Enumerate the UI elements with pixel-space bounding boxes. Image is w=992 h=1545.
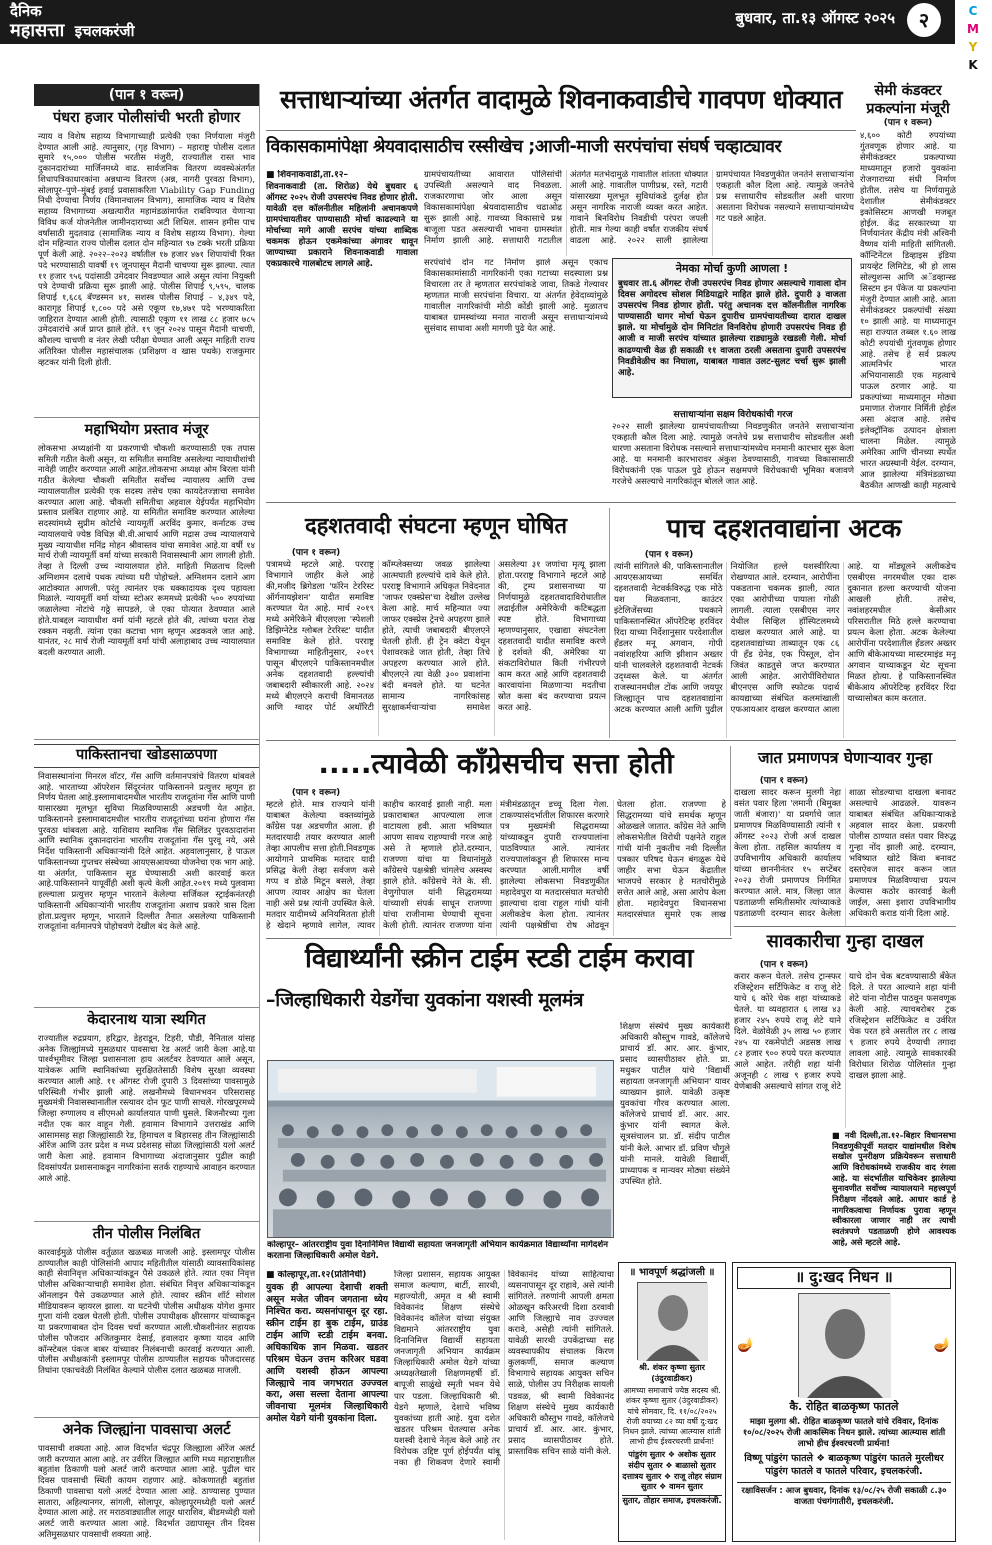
story7-body: जिल्हा प्रशासन, सहायक आयुक्त समाज कल्याण, बार्टी, सारथी, महाज्योती, अमृत व श्री स्वामी विवेकानंद शिक्षण संस्थेचे विवेकानंद कॉलेज यांच्या संयुक्त विद्यमाने आंतरराष्ट्रीय युवा दिनानिमित्त विद्यार्थी सहायता जनजागृती अभियान कार्यक्रम जिल्हाधिकारी अमोल येडगे यांच्या अध्यक्षतेखाली शिक्षणमहर्षी डॉ. बापूजी साळुंखे स्मृती भवन येथे पार पडला. जिल्हाधिकारी श्री. येडगे म्हणाले, देशाचे भविष्य युवकांच्या हाती आहे. युवा दशेत खडतर परिश्रम घेतल्यास अनेक यशस्वी देशाचे नेतृत्व केले आहे तर विरोधक उद्दिष्ट पूर्ण होईपर्यंत थांबू नका ही शिकवण देणारे स्वामी विवेकानंद यांच्या साहित्याचा व्यसनापासून दूर राहावे, असे त्यांनी सांगितले. तरुणांनी आपली क्षमता ओळखून करिअरची दिशा ठरवावी आणि जिल्ह्याचे नाव उज्ज्वल करावे, असेही त्यांनी सांगितले. यावेळी सारथी उपकेंद्राच्या सह व्यवस्थापकीय संचालक किरण कुलकर्णी, समाज कल्याण विभागाचे सहायक आयुक्त सचिन साळे, पोलीस उप निरीक्षक सायली पडवळ, श्री स्वामी विवेकानंद शिक्षण संस्थेचे मुख्य कार्यकारी अधिकारी कौस्तुभ गावडे, कॉलेजचे प्राचार्य डॉ. आर. आर. कुंभार, प्रसाद व्यासपीठावर होते. प्रास्ताविक सचिन साळे यांनी केले. [394,1270,614,1468]
story4-headline: .....त्यावेळी काँग्रेसचीच सत्ता होती [318,747,674,780]
story6-pan: (पान १ वरून) [759,960,809,970]
masthead [0,0,955,44]
story6-body: करार करून घेतले. तसेच ट्रान्स्फर रजिस्ट्रेशन सर्टिफिकेट व राजू शेटे याचे ६ कोरे चेक शहा यांच्याकडे घेतले. या व्यवहारात ६ लाख ४३ हजार २४५ रुपये राजू शेटे याने दिले. वेळोवेळी ३५ लाख ५० हजार २४५ या रकमेपोटी अडसष्ठ लाख ८२ हजार ९०० रुपये परत करण्यात आले आहेत. तरीही शहा यांनी अजूनही ८ लाख ९ हजार रुपये येणेबाकी असल्याचे सांगत राजू शेटे याचे दोन चेक बटवण्यासाठी बँकेत दिले. ते परत आल्याने शहा यांनी शेटे यांना नोटीस पाठवून फसवणूक केली आहे. त्याचबरोबर ट्रक रजिस्ट्रेशन सर्टिफिकेट व उर्वरित चेक परत हवे असतील तर ८ लाख ९ हजार रुपये देण्याची तगादा लावला आहे. त्यामुळे सावकारकी विरोधात शिरोळ पोलिसांत गुन्हा दाखल झाला आहे. [734,971,956,1093]
story1-body-end [612,400,854,410]
cmyk-marks [958,2,988,92]
article-heading: महाभियोग प्रस्ताव मंजूर [84,422,209,439]
portrait-photo [798,1293,890,1397]
story3-pan: (पान १ वरून) [644,550,694,560]
ad-tribute-title: ॥ भावपूर्ण श्रद्धांजली ॥ [629,1267,715,1278]
story3-headline: पाच दहशतवाद्यांना अटक [666,514,902,544]
story1-col1 [266,170,418,500]
article-impeachment [34,418,259,740]
ad-obituary-name: कै. रोहित बाळकृष्ण फातले [789,1399,899,1413]
story3-body: त्यांनी सांगितले की, पाकिस्तानातील आयएसआयच्या समर्थित दहशतवादी नेटवर्कविरुद्ध एक मोठे यश मिळवताना, काउंटर इंटेलिजेंसच्या पथकाने पाकिस्तानस्थित ऑपरेटिव्ह हरविंदर रिंदा याच्या निर्देशानुसार परदेशातील हँडलर मनू अगवान, गोपी नवांशहरिया आणि झीशान अख्तर यांनी चालवलेले दहशतवादी नेटवर्क उद्ध्वस्त केले. या अंतर्गत राजस्थानमधील टोंक आणि जयपूर जिल्ह्यातून पाच दहशतवाद्यांना अटक करण्यात आली आणि पुढील नियोजित हल्ले यशस्वीरित्या रोखण्यात आले. दरम्यान, आरोपींना पकडताना चकमक झाली, त्यात एका आरोपीच्या पायाला गोळी लागली. त्याला एसबीएस नगर येथील सिव्हिल हॉस्पिटलमध्ये दाखल करण्यात आले आहे. या दहशतवाद्यांच्या ताब्यातून एक ८६ पी हँड ग्रेनेड, एक पिस्तूल, दोन जिवंत काडतुसे जप्त करण्यात आली आहेत. आरोपींविरोधात बीएनएस आणि स्फोटक पदार्थ कायद्याच्या संबंधित कलमांखाली एफआयआर दाखल करण्यात आला आहे. या मॉड्यूलने अलीकडेच एसबीएस नगरमधील एका दारू दुकानात हल्ला करण्याची योजना आखली होती. तसेच, नवांशहरमधील केसीआर परिसरातील मिठे हल्ले करण्याचा प्रयत्न केला होता. अटक केलेल्या आरोपींना परदेशातील हँडलर अख्तर आणि बीकेआयच्या मास्टरमाइंड मनू अगवान याच्याकडून थेट सूचना मिळत होत्या. हे पाकिस्तानस्थित बीकेआय ऑपरेटिव्ह हरविंदर रिंदा याच्यासोबत काम करतात. [614,561,956,716]
ad-tribute-name: श्री. शंकर कृष्णा सुतार (उंदुरवाडीकर) [639,1363,705,1383]
story2-headline: दहशतवादी संघटना म्हणून घोषित [304,514,568,539]
photo-caption: कोल्हापूर– आंतरराष्ट्रीय युवा दिनानिमित्त विद्यार्थी सहायता जनजागृती अभियान कार्यक्रमात विद्यार्थ्यांना मार्गदर्शन करताना जिल्हाधिकारी अमोल येडगे. [267,1240,608,1262]
story2-pan: (पान १ वरून) [291,548,341,558]
article-body: राज्यातील रुद्रप्रयाग, हरिद्वार, डेहराडून, टिहरी, पौडी, नैनिताल यांसह अनेक जिल्ह्यांमध्ये मुसळधार पावसाचा रेड अलर्ट जारी केला आहे.या पार्श्वभूमीवर जिल्हा प्रशासनाला हाय अलर्टवर ठेवण्यात आले असून, यात्रेकरू आणि स्थानिकांच्या सुरक्षिततेसाठी विशेष सुरक्षा व्यवस्था करण्यात आली आहे. ११ ऑगस्ट रोजी दुपारी 3 दिवसांच्या पावसामुळे परिस्थिती गंभीर झाली आहे. लखनौमध्ये विधानभवन परिसरासह मुख्यमंत्री निवासस्थानातील रस्त्यावर दोन फूट पाणी साचले. गोरखपूरमध्ये जिल्हा रुग्णालय व सीएमओ कार्यालयात पाणी घुसले. बिजनौरच्या गुला नदीत एक कार वाहून गेली. हवामान विभागाने उत्तराखंड आणि आसामसह सहा जिल्ह्यांसाठी रेड, हिमाचल व बिहारसह तीन जिल्ह्यांसाठी ऑरेंज आणि उतर प्रदेश व मध्य प्रदेशसह सोळा जिल्ह्यांसाठी यलो अलर्ट जारी केला आहे. हवामान विभागाच्या अंदाजानुसार पुढील काही दिवसांपर्यंत प्रशासनाकडून नागरिकांना सतर्क राहण्याचे आवाहन करण्यात आले आहे. [38,1032,255,1183]
story1-body-bottom: २०२२ साली झालेल्या ग्रामपंचायतीच्या निवडणुकीत जनतेने सत्ताधाऱ्यांना एकहाती कौल दिला आहे. त्यामुळे जनतेचे प्रश्न सत्ताधारीच सोडवतील अशी धारणा असताना विरोधक नसल्याने सत्ताधाऱ्यांमध्येच मनमानी कारभार सुरू केला आहे. या मनमानी कारभारावर अंकुश ठेवण्यासाठी, गावच्या विकासासाठी विरोधकांनी एक पाऊल पुढे होऊन सक्षमपणे विरोधकाची भूमिका बजावणे गरजेचे असल्याचे नागरिकांतून बोलले जात आहे. [612,421,854,488]
story1-subheadline: विकासकामांपेक्षा श्रेयवादासाठीच रस्सीखेच ;आजी-माजी सरपंचांचा संघर्ष चव्हाट्यावर [266,137,782,157]
paper-name: दैनिक महासत्ता इचलकरंजी [10,2,135,41]
article-kedarnath [34,1008,259,1222]
left-column [34,84,260,1542]
story7-dateline: ■ कोल्हापूर,ता.१२(प्रतिनिधी) [266,1270,367,1280]
story1-headline: सत्ताधाऱ्यांच्या अंतर्गत वादामुळे शिवनाकवाडीचे गावपण धोक्यात [280,85,842,115]
ad-obituary-text: माझा मुलगा श्री. रोहित बाळकृष्ण फातले यांचे रविवार, दिनांक १०/०८/२०२५ रोजी आकस्मिक निधन झाले. त्यांच्या आत्म्यास शांती लाभो हीच ईश्वरचरणी प्रार्थना! [742,1416,946,1449]
article-heading: सेमी कंडक्टर प्रकल्पांना मंजूरी [866,83,950,118]
story4-body-wrap [266,788,726,936]
issue-date: बुधवार, ता.१३ ऑगस्ट २०२५ [735,9,895,27]
ad-tribute-family: पांडुरंग सुतार ❖ अशोक सुतार संदीप सुतार ❖ बाळासो सुतार दत्तात्रय सुतार ❖ राजू तोहर संग्राम सुतार ❖ वामन सुतार [622,1450,722,1492]
story6-body-wrap [734,960,956,1128]
story1-col-right [612,400,854,500]
continued-label: (पान १ वरून) [883,118,933,129]
story5-body-wrap [734,776,956,926]
lamp-icon: 🪔 [933,1336,951,1353]
article-body: पावसाची शक्यता आहे. आज विदर्भात चंद्रपूर जिल्ह्याला ऑरेंज अलर्ट जारी करण्यात आला आहे. तर उर्वरित जिल्ह्यात आणि मध्य महाराष्ट्रातील बहुतांश ठिकाणी यलो अलर्ट जारी करण्यात आला आहे. पुढील चार दिवस पावसाची स्थिती कायम राहणार आहे. कोकणातही बहुतांश ठिकाणी पावसाचा यलो अलर्ट देण्यात आला आहे. ठाण्यासह पुण्यात सातारा, अहिल्यानगर, सांगली, सोलापूर, कोल्हापूरमध्येही यलो अलर्ट देण्यात आला आहे. तर मराठवाड्यातील लातूर धाराशिव, बीडमध्येही यलो अलर्ट जारी करण्यात आला आहे. विदर्भात उद्यापासून तीन दिवस अतिमुसळधार पावसाची शक्यता आहे. [38,1442,255,1539]
ad-tribute-text: आमच्या समाजाचे ज्येष्ठ सदस्य श्री. शंकर कृष्णा सुतार (उंदुरवाडीकर) यांचे सोमवार, दि. ११/०८/२०२५ रोजी वयाच्या ८२ व्या वर्षी दु:खद निधन झाले. त्यांच्या आत्म्यास शांती लाभो हीच ईश्वरचरणी प्रार्थना! [623,1386,721,1446]
story4-pan: (पान १ वरून) [291,788,341,798]
ad-obituary-title: ॥ दु:खद निधन ॥ [737,1267,951,1289]
article-heading: पाकिस्तानचा खोडसाळपणा [34,744,259,767]
story6-headline: सावकारीचा गुन्हा दाखल [766,931,924,952]
lamp-icon: 🪔 [737,1336,755,1353]
story2-body-wrap [266,548,606,736]
event-photo [267,1060,614,1238]
article-heading: तीन पोलीस निलंबित [92,1226,201,1243]
article-heading: अनेक जिल्ह्यांना पावसाचा अलर्ट [62,1422,231,1439]
story1-body-mid: सरपंचांचे दोन गट निर्माण झाले असून एकाच विकासकामांसाठी नागरिकांनी एका गटाच्या सदस्याला प्रश्न विचारला तर ते म्हणतात सरपंचांकडे जावा, तिकडे गेल्यावर म्हणतात माजी सरपंचांना विचारा. या अंतर्गत हेवेदाव्यांमुळे गावातील नागरिकांची मोठी कोंडी झाली आहे. मुळातच याबाबत ग्रामस्थांच्या मनात नाराजी असून सत्ताधाऱ्यांमध्ये सुसंवाद साधावा अशी मागणी पुढे येत आहे. [424,258,608,335]
story2-body: पत्रामध्ये म्हटले आहे. परराष्ट्र विभागाने जाहीर केले आहे की,मजीद ब्रिगेडला 'फॉरेन टेररिस्ट ऑर्गनायझेशन' यादीत समाविष्ट करण्यात येत आहे. मार्च २०१९ मध्ये अमेरिकेने बीएलएला 'स्पेशली डिझिग्नेटेड ग्लोबल टेररिस्ट' यादीत समाविष्ट केले होते. परराष्ट्र विभागाच्या माहितीनुसार, २०१९ पासून बीएलएने पाकिस्तानमधील अनेक दहशतवादी हल्ल्यांची जबाबदारी स्वीकारली आहे. २०२४ मध्ये बीएलएने कराची विमानतळ आणि ग्वादर पोर्ट अथॉरिटी कॉम्प्लेक्सच्या जवळ झालेल्या आत्मघाती हल्ल्यांचे दावे केले होते. परराष्ट्र विभागाने अधिकृत निवेदनात 'जाफर एक्स्प्रेस'चा देखील उल्लेख केला आहे. मार्च महिन्यात ज्या जाफर एक्स्प्रेस ट्रेनचे अपहरण झाले होते, त्याची जबाबदारी बीएलएने घेतली होती. ही ट्रेन क्वेटा येथून पेशावरकडे जात होती, तेव्हा तिचे अपहरण करण्यात आले होते. बीएलएने त्या वेळी ३०० प्रवाशांना बंदी बनवले होते. या घटनेत सामान्य नागरिकांसह सुरक्षाकर्मचाऱ्यांचा समावेश असलेल्या ३१ जणांचा मृत्यू झाला होता.परराष्ट्र विभागाने म्हटले आहे की, ट्रम्प प्रशासनाच्या या निर्णयामुळे दहशतवादाविरोधातील लढाईतील अमेरिकेची कटिबद्धता स्पष्ट होते. विभागाच्या म्हणण्यानुसार, एखाद्या संघटनेला दहशतवादी यादीत समाविष्ट करणे हे दर्शवते की, अमेरिका या संकटाविरोधात किती गंभीरपणे काम करत आहे आणि दहशतवादी कारवायांना मिळणाऱ्या मदतीचा स्रोत कसा बंद करण्याचा प्रयत्न करत आहे. [266,559,606,714]
article-semiconductor [860,82,956,490]
cmyk-y: Y [968,40,978,54]
story5-body: दाखला सादर करून मुलगी नेहा वसंत पवार हिला 'लमानी (बिमुक्त जाती बंजारा)' या प्रवर्गाचे जात प्रमाणपत्र मिळविण्यासाठी त्यांनी १ ऑगस्ट २०२३ रोजी अर्ज दाखल केला होता. तहसिल कार्यालय व उपविभागीय अधिकारी कार्यालय यांच्या छाननीनंतर १५ सप्टेंबर २०२३ रोजी प्रमाणपत्र निर्गमित करण्यात आले. मात्र, जिल्हा जात पडताळणी समितीसमोर त्यांच्याकडे पडताळणी दरम्यान सादर केलेला शाळा सोडल्याचा दाखला बनावट असल्याचे आढळले. यावरून याबाबत संबंधित अधिकाऱ्याकडे अहवाल सादर केला. प्रकरणी पोलीस ठाण्यात वसंत पवार विरुद्ध गुन्हा नोंद झाली आहे. दरम्यान, भविष्यात खोटे किंवा बनावट दस्तऐवज सादर करून जात प्रमाणपत्र मिळविण्याचा प्रयत्न केल्यास कठोर कारवाई केली जाईल, असा इशारा उपविभागीय अधिकारी कराड यांनी दिला आहे. [734,787,956,920]
story7-col1 [266,1270,388,1540]
article-body: कारवाईमुळे पोलीस वर्तुळात खळबळ माजली आहे. इस्लामपूर पोलीस ठाण्यातील काही पोलिसांनी आपाद महितीतील यांसाठी व्यावसायिकांसह काही सेवानिवृत्त अधिकाऱ्यांकडून पैसे उकळले होते. त्यात एका निवृत्त पोलीस अधिकाऱ्याचाही समावेश होता. संबंधित निवृत्त अधिकाऱ्यांकडून ऑनलाइन पैसे उकळण्यात आले होते. त्यावर स्क्रीन शॉर्ट सोशल मीडियावरून व्हायरल झाला. या घटनेची पोलीस अधीक्षक योगेश कुमार गुप्ता यांनी दखल घेतली होती. पोलीस उपाधीक्षक क्षीरसागर यांच्याकडून या प्रकरणाबाबत दोन दिवस चर्चा करण्यात आली.चौकशीनंतर सहायक पोलीस फौजदार अजितकुमार देसाई, हवालदार कृष्णा यादव आणि कॉन्स्टेबल पंकज बाबर यांच्यावर निलंबनाची कारवाई करण्यात आली. पोलीस अधीक्षकांनी इस्लामपूर पोलीस ठाण्यातील सहायक फौजदारसह तिघांना एकाचवेळी निलंबित केल्याने पोलीस दलात खळबळ माजली. [38,1246,255,1376]
portrait-photo [637,1282,707,1360]
story5-pan: (पान १ वरून) [759,776,809,786]
article-body: ४,६०० कोटी रुपयांच्या गुंतवणूक होणार आहे. या सेमीकंडक्टर प्रकल्पाच्या माध्यमातून हजारो युवकांना रोजगाराच्या संधी निर्माण होतील. तसेच या निर्णयामुळे देशातील सेमीकंडक्टर इकोसिस्टम आणखी मजबूत होईल. केंद्र सरकारच्या या निर्णयानंतर केंद्रीय मंत्री अश्विनी वैष्णव यांनी माहिती सांगितली. कॉन्टिनेंटल डिव्हाइस इंडिया प्रायव्हेट लिमिटेड, श्री हो लास सोल्युशन्स आणि अॅडव्हान्स्ड सिस्टम इन पॅकेज या प्रकल्पांना मंजुरी देण्यात आली आहे. आता सेमीकंडक्टर प्रकल्पांची संख्या १० झाली आहे. या माध्यमातून सहा राज्यात तब्बल १.६० लाख कोटी रुपयांची गुंतवणूक होणार आहे. तसेच हे सर्व प्रकल्प आत्मनिर्भर भारत अभियानासाठी एक महत्वाचे पाऊल ठरणार आहे. या प्रकल्पांच्या माध्यमातून मोठ्या प्रमाणात रोजगार निर्मिती होईल असा अंदाज आहे. तसेच इलेक्ट्रॉनिक उत्पादन क्षेत्राला चालना मिळेल. त्यामुळे अमेरिका आणि चीनच्या स्पर्धेत भारत अग्रस्थानी येईल. दरम्यान, आज झालेल्या मंत्रिमंडळाच्या बैठकीत आणखी काही महत्वाचे [860,130,956,490]
story1-lead: शिवनाकवाडी (ता. शिरोळ) येथे बुधवार ६ ऑगस्ट २०२५ रोजी उपसरपंच निवड होणार होती. यावेळी दत्त कॉलनीतील महिलांनी अचानकपणे ग्रामपंचायतीवर पाण्यासाठी मोर्चा काढल्याने या मोर्चाच्या मागे आजी सरपंच यांच्या शाब्दिक चकमक होऊन एकमेकांच्या अंगावर धावून जाण्याच्या प्रकाराने शिवनाकवाडी गावाला एकप्रकारचे गालबोटच लागले आहे. [266,181,418,270]
portrait-icon [638,1283,708,1361]
article-rain-alert [34,1418,259,1542]
cmyk-k: K [968,58,978,72]
cmyk-c: C [968,4,978,18]
ad-obituary [732,1262,956,1542]
box-body: बुधवार ता.६ ऑगस्ट रोजी उपसरपंच निवड होणार असल्याचे गावाला दोन दिवस अगोदरच सोशल मिडियाद्वारे माहित झाले होते. दुपारी ३ वाजता उपसरपंच निवड होणार होती. परंतु अचानक दत्त कॉलनीतील नागरिक पाण्यासाठी घागर मोर्चा घेऊन दुपारीच ग्रामपंचायतीच्या दारात दाखल झाले. या मोर्चामुळे दोन मिनिटांत विनविरोध होणारी उपसरपंच निवड ही आजी व माजी सरपंच यांच्यात झालेल्या राड्यामुळे रखडली गेली. मोर्चा काढण्याची वेळ ही सकाळी ११ वाजता ठरली असताना दुपारी उपसरपंच निवडीवेळीच का निघाला, याबाबत गावात उलट-सुलट चर्चा सुरू झाली आहे. [618,278,846,378]
story1-subheading: सत्ताधाऱ्यांना सक्षम विरोधकांची गरज [673,410,793,420]
portrait-icon [799,1294,891,1398]
story3-body-wrap [614,550,956,738]
story4-body: म्हटले होते. मात्र राज्याने यांनी याबाबत केलेल्या वक्तव्यांमुळे काँग्रेस पक्ष अडचणीत आला. ही मतदारयादी तयार करण्यात आली तेव्हा आपलीच सत्ता होती.निवडणूक आयोगाने प्राथमिक मतदार यादी प्रसिद्ध केली तेव्हा सर्वजण कसे गप्प व डोळे मिटून बसले, तेव्हा आपण त्यावर आक्षेप का घेतला नाही असे प्रश्न त्यांनी उपस्थित केले. मतदार यादीमध्ये अनियमितता होती हे खेदाने म्हणावे लागेल, त्यावर काहीच कारवाई झाली नाही. मला प्रकाराबाबत आपल्याला लाज वाटायला हवी. आता भविष्यात आपण सावध राहण्याची गरज आहे असे ते म्हणाले होते.दरम्यान, राजण्णा यांचा या विधानांमुळे काँग्रेसचे पक्षश्रेष्ठी चांगलेच अस्वस्थ झाले होते. काँग्रेसचे नेते के. सी. वेणुगोपाल यांनी सिद्धरामय्या यांच्याशी संपर्क साधून राजण्णा यांचा राजीनामा घेण्याची सूचना केली होती. त्यानंतर राजण्णा यांना मंत्रीमंडळातून डच्चू दिला गेला. टाकण्यासंदर्भातील शिफारस करणारे पत्र मुख्यमंत्री सिद्धरामय्या यांच्याकडून दुपारी राज्यपालांना पाठविण्यात आले. त्यानंतर राज्यपालांकडून ही शिफारस मान्य करण्यात आली.मागील वर्षी झालेल्या लोकसभा निवडणुकीत महादेवपुरा या मतदारसंघात मतचोरी झाल्याचा दावा राहुल गांधी यांनी अलीकडेच केला होता. त्यानंतर त्यांनी पक्षश्रेष्ठींचा रोष ओढवून घेतला होता. राजण्णा हे सिद्धरामय्या यांचे समर्थक म्हणून ओळखले जातात. काँग्रेस नेते आणि लोकसभेतील विरोधी पक्षनेते राहुल गांधी यांनी नुकतीच नवी दिल्लीत पत्रकार परिषद घेऊन बंगळूरू येथे जाहीर सभा घेऊन केंद्रातील भाजपचे सरकार हे मतचोरीमुळे सत्तेत आले आहे, असा आरोप केला होता. महादेवपुरा विधानसभा मतदारसंघात सुमारे एक लाख [266,799,726,932]
continued-label: (पान १ वरून) [34,84,259,106]
story7-lead: युवक ही आपल्या देशाची शक्ती असून मजेत जीवन जगताना ध्येय निश्चित करा. व्यसनांपासून दूर रहा. स्क्रीन टाईम हा बुक टाईम, ग्राउंड टाईम आणि स्टडी टाईम बनवा. अधिकाधिक ज्ञान मिळवा. खडतर परिश्रम घेऊन उत्तम करिअर घडवा आणि यशस्वी होऊन आपल्या जिल्ह्याचे नाव जगभरात उज्ज्वल करा, असा सल्ला देताना आपल्या जीवनाचा मूलमंत्र जिल्हाधिकारी अमोल येडगे यांनी युवकांना दिला. [266,1281,388,1425]
ad-obituary-footer: रक्षाविसर्जन : आज बुधवार, दिनांक १३/०८/२५ रोजी सकाळी ८.३० वाजता पंचगंगातीरी, इचलकरंजी. [737,1482,951,1507]
ad-tribute-footer: सुतार, तोहार समाज, इचलकरंजी. [622,1496,722,1506]
page-number: २ [907,3,941,37]
article-police-recruitment [34,106,259,418]
story7-subheadline: –जिल्हाधिकारी येडगेंचा युवकांना यशस्वी मूलमंत्र [266,989,584,1011]
story5-headline: जात प्रमाणपत्र घेणाऱ्यावर गुन्हा [758,749,932,767]
article-heading: केदारनाथ यात्रा स्थगित [87,1012,206,1029]
story7-right-text: शिक्षण संस्थेचे मुख्य कार्यकारी अधिकारी कौस्तुभ गावडे, कॉलेजचे प्राचार्य डॉ. आर. आर. कुंभार, प्रसाद व्यासपीठावर होते. प्रा. मधुकर पाटील यांचे 'विद्यार्थी सहायता जनजागृती अभियान' यावर व्याख्यान झाले. यावेळी उत्कृष्ट युवकांचा गौरव करण्यात आला. कॉलेजचे प्राचार्य डॉ. आर. आर. कुंभार यांनी स्वागत केले. सूत्रसंचालन प्रा. डॉ. संदीप पाटील यांनी केले. आभार डॉ. प्रविण चौगुले यांनी मानले. यावेळी विद्यार्थी, प्राध्यापक व मान्यवर मोठ्या संख्येने उपस्थित होते. [620,1022,730,1187]
story1-body-top: ग्रामपंचायतीच्या आवारात पोलिसांची उपस्थिती असल्याने वाद निवळला. राजकारणाचा जोर आला असून विकासकामांपेक्षा श्रेयवादासाठीच चढाओढ सुरू झाली आहे. गावच्या विकासाचे प्रश्न बाजूला पडत असल्याची भावना ग्रामस्थांत निर्माण झाली आहे. सत्ताधारी गटातील अंतर्गत मतभेदामुळे गावातील शांतता धोक्यात आली आहे. गावातील पाणीप्रश्न, रस्ते, गटारी यांसारख्या मूलभूत सुविधांकडे दुर्लक्ष होत असून नागरिक नाराजी व्यक्त करत आहेत. गावाने बिनविरोध निवडीची परंपरा जपली होती. मात्र गेल्या काही वर्षांत राजकीय संघर्ष वाढला आहे. २०२२ साली झालेल्या ग्रामपंचायत निवडणुकीत जनतेने सत्ताधाऱ्यांना एकहाती कौल दिला आहे. त्यामुळे जनतेचे प्रश्न सत्ताधारीच सोडवतील अशी धारणा असताना विरोधक नसल्याने सत्ताधाऱ्यांमध्येच गट पडले आहेत. [424,170,854,247]
article-body: लोकसभा अध्यक्षांनी या प्रकरणाची चौकशी करण्यासाठी एक तपास समिती गठीत केली असून, या समितीत समाविष्ट असलेल्या न्यायाधीशांची नावेही जाहीर करण्यात आली आहेत.लोकसभा अध्यक्ष ओम बिरला यांनी गठीत केलेल्या चौकशी समितीत सर्वोच्च न्यायालय आणि उच्च न्यायालयातील प्रत्येकी एक सदस्य तसेच एका कायदेतज्ज्ञाचा समावेश करण्यात आला आहे. चौकशी समितीचा अहवाल येईपर्यंत महाभियोग प्रस्ताव प्रलंबित राहणार आहे. या समितीत समाविष्ट करण्यात आलेल्या सदस्यांमध्ये सुप्रीम कोर्टाचे न्यायमूर्ती अरविंद कुमार, कर्नाटक उच्च न्यायालयाचे ज्येष्ठ विधिज्ञ बी.वी.आचार्य आणि मद्रास उच्च न्यायालयाचे मुख्य न्यायाधीश मनिंद्र मोहन श्रीवास्तव यांचा समावेश आहे.या वर्षी १४ मार्च रोजी न्यायमूर्ती वर्मा यांच्या सरकारी निवासस्थानी आग लागली होती. तेव्हा ते दिल्ली उच्च न्यायालयात होते. माहिती मिळताच दिल्ली अग्निशमन दलाचे पथक त्यांच्या घरी पोहोचले. अग्निशमन दलाने आग आटोक्यात आणली. परंतु त्यानंतर एक धक्कादायक दृश्य पहायला मिळाले. न्यायमूर्ती वर्मा यांच्या स्टोअर रूममध्ये प्रत्येकी ५०० रुपयांच्या जळालेल्या नोटांचे गठ्ठे सापडले, जे एका पोत्यात ठेवण्यात आले होते.याबद्दल न्यायाधीश वर्मा यांनी म्हटले होते की, त्यांच्या घरात रोख रक्कम नव्हती. त्यांना एका कटाचा भाग म्हणून अडकवले जात आहे. यानंतर, २८ मार्च रोजी न्यायमूर्ती वर्मा यांची अलाहाबाद उच्च न्यायालयात बदली करण्यात आली. [38,442,255,658]
ad-obituary-family: विष्णू पांडुरंग फातले ❖ बाळकृष्ण पांडुरंग फातले मुरलीधर पांडुरंग फातले व फातले परिवार, इचलकरंजी. [744,1453,944,1477]
article-pakistan [34,740,259,1008]
story1-highlight-box [612,258,852,398]
story7-headline: विद्यार्थ्यांनी स्क्रीन टाईम स्टडी टाईम करावा [304,943,694,974]
article-police-suspended [34,1222,259,1418]
box-title: नेमका मोर्चा कुणी आणला ! [675,262,789,275]
ad-tribute [618,1262,726,1542]
event-photo-graphic [268,1061,613,1237]
story1-dateline: ■ शिवनाकवाडी,ता.१२– [266,170,348,180]
article-body: न्याय व विशेष सहाय्य विभागाच्याही प्रत्येकी एका निर्णयाला मंजुरी देण्यात आली आहे. त्यानुसार, (गृह विभाग) – महाराष्ट्र पोलीस दलात सुमारे १५,००० पोलीस भरतीस मंजुरी, राज्यातील रास्त भाव दुकानदारांच्या मार्जिनमध्ये वाढ. सार्वजनिक वितरण व्यवस्थेअंतर्गत शिधापत्रिकाधारकांना अन्नधान्य वितरण (अन्न, नागरी पुरवठा विभाग), सोलापूर–पुणे–मुंबई हवाई प्रवासाकरिता Viability Gap Funding निधी देण्याचा निर्णय (विमानचालन विभाग), सामाजिक न्याय व विशेष सहाय्य विभागाच्या अखत्यारीत महामंडळांमार्फत राबविण्यात येणाऱ्या विविध कर्ज योजनेतील जामीनदाराच्या अटी शिथिल. शासन हमीस पाच वर्षांसाठी मुदतवाढ (सामाजिक न्याय व विशेष सहाय्य विभाग). गेल्या दोन महिन्यात राज्य पोलीस दलात दोन महिन्यात ९७ टक्के भरती प्रक्रिया पूर्ण केली आहे. २०२२–२०२३ वर्षातील १७ हजार ४७१ शिपायांची रिक्त पदे भरण्यासाठी यावर्षी १९ जूनपासून मैदानी चाचण्या सुरू झाल्या. त्यात ११ हजार ९५६ पदांसाठी उमेदवार निवडण्यात आले असून त्यांना नियुक्ती पत्रे देण्याची प्रक्रिया सुरू झाली आहे. पोलीस शिपाई ९,५९५, चालक शिपाई १,६८६ बॅण्डस्मन ४१, सशस्त्र पोलीस शिपाई – ४,३४९ पदे, कारागृह शिपाई १,८०० पदे असे एकूण १७,४७१ पदे भरण्याकरिता जाहिरात देण्यात आली होती. त्यासाठी एकूण ११ लाख ८८ हजार ७८५ उमेदवारांचे अर्ज प्राप्त झाले होते. १९ जून २०२४ पासून मैदानी चाचणी, कौशल्य चाचणी व नंतर लेखी परीक्षा घेण्यात आली असून माहिती राज्य अतिरिक्त पोलीस महासंचालक (प्रशिक्षण व खास पथके) राजकुमार व्हटकर यांनी दिली होती. [38,130,255,367]
article-body: निवासस्थानांना मिनरल वॉटर, गॅस आणि वर्तमानपत्रांचे वितरण थांबवले आहे. भारताच्या ऑपरेशन सिंदूरनंतर पाकिस्तानने प्रत्युत्तर म्हणून हा निर्णय घेतला आहे.इस्लामाबादमधील भारतीय राजदूतांना गॅस आणि पाणी यासारख्या मूलभूत सुविधा मिळविण्यासाठी अडचणी येत आहेत. पाकिस्तानने इस्लामाबादमधील भारतीय राजदूतांच्या घरांना होणारा गॅस पुरवठा थांबवला आहे. याशिवाय स्थानिक गॅस सिलिंडर पुरवठादारांना आणि स्थानिक दुकानदारांना भारतीय राजदूतांना गॅस पुरवू नये, असे निर्देश पाकिस्तानी अधिकाऱ्यांनी दिले आहेत. अहवालानुसार, हे पाऊल पाकिस्तानच्या गुप्तचर संस्थेच्या आयएसआयच्या योजनेचा एक भाग आहे. या अंतर्गत, पाकिस्तान सूड घेण्यासाठी अशी कारवाई करत आहे.पाकिस्तानने यापूर्वीही अशी कृत्ये केली आहेत.२०१९ मध्ये पुलवामा हल्ल्याला प्रत्युत्तर म्हणून भारताने केलेल्या सर्जिकल स्ट्राईकनंतरही पाकिस्तानी अधिकाऱ्यांनी भारतीय राजदूतांना अशाच प्रकारे त्रास दिला होता.प्रत्युत्तर म्हणून, भारताने दिल्लीत तैनात असलेल्या पाकिस्तानी राजदूतांना वर्तमानपत्रे पोहोचवणे देखील बंद केले आहे. [38,770,256,932]
cmyk-m: M [967,22,979,36]
article-heading: पंधरा हजार पोलीसांची भरती होणार [52,110,241,127]
brief-bihar: ■ नवी दिल्ली,ता.१२–बिहार विधानसभा निवडणुकीपूर्वी मतदार याद्यांमधील विशेष सखोल पुनरीक्षण प्रक्रियेवरून सत्ताधारी आणि विरोधकांमध्ये राजकीय वाद रंगला आहे. या संदर्भातील याचिकेवर झालेल्या सुनावणीत सर्वोच्च न्यायालयाने महत्त्वपूर्ण निरीक्षण नोंदवले आहे. आधार कार्ड हे नागरिकत्वाचा निर्णायक पुरावा म्हणून स्वीकारला जाणार नाही तर त्याची स्वतंत्रपणे पडताळणी होणे आवश्यक आहे, असे म्हटले आहे. [832,1130,956,1247]
